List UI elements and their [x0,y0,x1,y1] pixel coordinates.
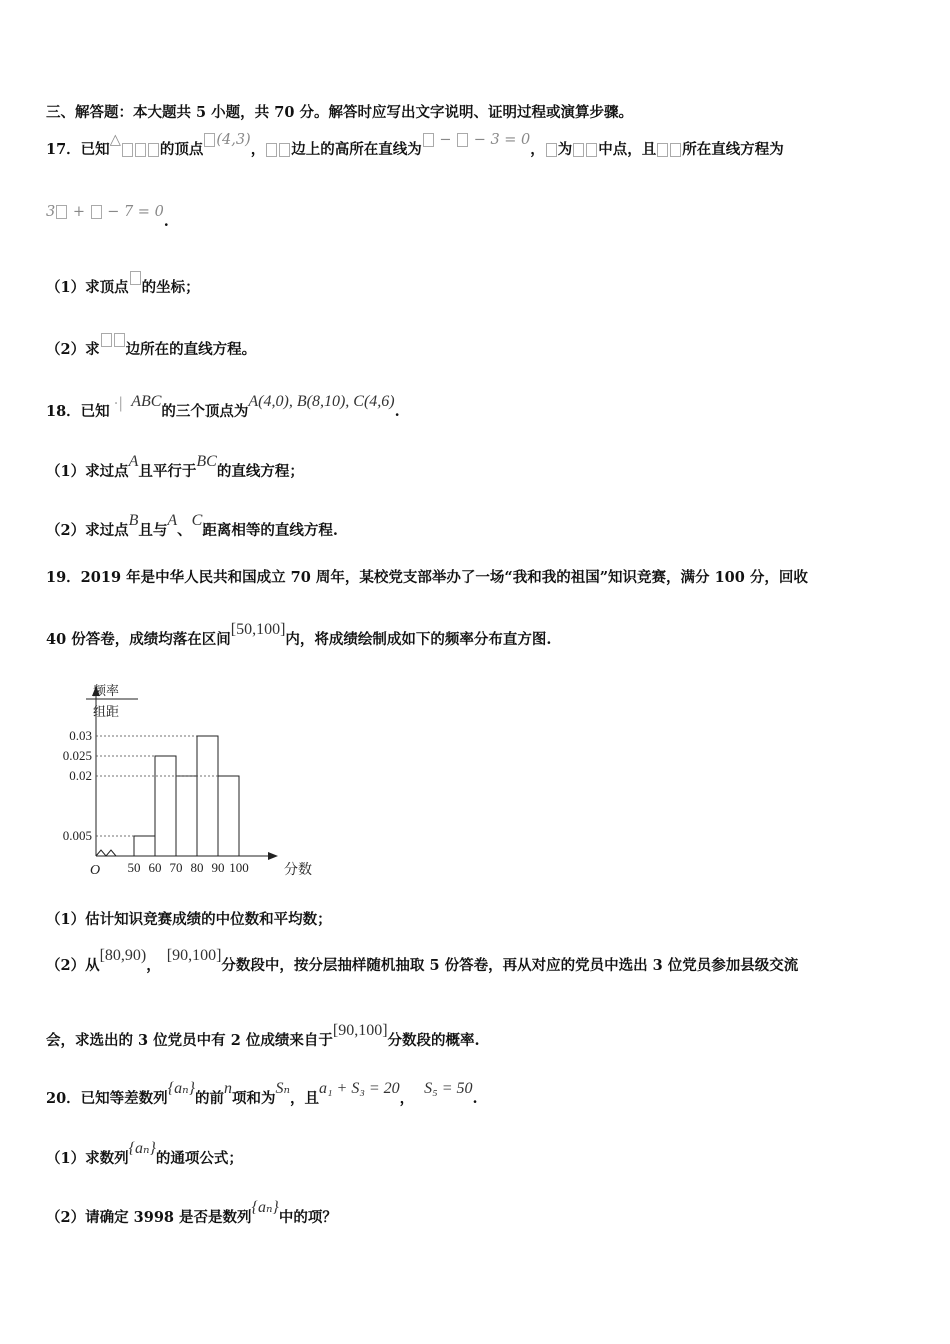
x-tick-label: 100 [229,860,249,875]
q17-text: 边上的高所在直线为 [291,141,422,158]
question-20-part-2 [46,1199,337,1228]
x-tick-label: 50 [127,860,141,875]
q19-interval-80-90: [80,90) [99,947,147,964]
q18-p2: B [128,512,139,529]
q20-p1: 的通项公式； [155,1150,243,1167]
q20-cond2: S₅ = 50 [424,1080,473,1097]
q17-number: 17．已知 [46,141,110,158]
q17-text: 中点，且 [598,141,657,158]
q18-p1: BC [196,453,217,470]
point-a-coords: (4,3) [216,132,251,148]
q20-p2: 中的项？ [278,1209,337,1226]
q18-p2: （2）求过点 [46,522,129,539]
x-tick-label: 90 [211,860,225,875]
q20-number: 20．已知等差数列 [46,1090,168,1107]
q18-p2: A [167,512,178,529]
q18-p1: 且平行于 [138,463,197,480]
q17-eq1: − [434,132,457,148]
q20-text: 项和为 [231,1090,276,1107]
question-19-part-2-cont [46,1022,480,1051]
x-tick-label: 80 [190,860,204,875]
q17-p2: 边所在的直线方程。 [125,341,257,358]
histogram-bars [134,736,239,856]
x-tick-label: 70 [169,860,183,875]
q20-seq: {aₙ} [167,1080,195,1097]
q20-sn: Sₙ [275,1080,290,1097]
q19-interval: [50,100] [230,621,286,638]
y-tick-label: 0.005 [62,828,92,843]
histogram-bar [134,836,155,856]
q20-seq: {aₙ} [251,1199,279,1216]
question-20-line-1 [46,1080,478,1109]
question-18-part-2 [46,512,338,541]
q18-period: . [394,403,400,420]
q20-p1: （1）求数列 [46,1150,129,1167]
y-tick-label: 0.03 [69,728,92,743]
q17-text: 为 [557,141,573,158]
q18-triangle: ABC [131,393,162,410]
q18-p1: A [128,453,139,470]
q19-p3: 会，求选出的 3 位党员中有 2 位成绩来自于 [46,1032,333,1049]
q19-line2: 40 份答卷，成绩均落在区间 [46,631,231,648]
question-17-line-2 [46,202,169,230]
q17-eq1: − 3 = 0 [469,132,531,148]
question-20-part-1 [46,1140,243,1169]
question-18-line-1: 18．已知 ·| ABC的三个顶点为A(4,0), B(8,10), C(4,6). [46,393,400,420]
y-tick-label: 0.025 [62,748,92,763]
q19-line2: 内，将成绩绘制成如下的频率分布直方图. [285,631,552,648]
x-axis-arrow [268,852,278,860]
q20-n: n [223,1080,232,1097]
q20-text: 的前 [194,1090,224,1107]
q19-p2: ， [146,957,161,974]
section-heading: 三、解答题：本大题共 5 小题，共 70 分。解答时应写出文字说明、证明过程或演算步骤。 [46,104,633,121]
q19-p3: 分数段的概率. [387,1032,480,1049]
q20-seq: {aₙ} [128,1140,156,1157]
q20-sep: ， [399,1090,415,1107]
q18-points: A(4,0), B(8,10), C(4,6) [248,393,395,410]
histogram-ticks [63,728,249,875]
q18-number: 18．已知 [46,403,110,420]
frequency-histogram [46,676,316,886]
q17-eq2: 3 [46,204,56,220]
q19-p2: 分数段中，按分层抽样随机抽取 5 份答卷，再从对应的党员中选出 3 位党员参加县级交流 [221,957,799,974]
q18-text: 的三个顶点为 [161,403,249,420]
q17-period: . [163,213,169,230]
question-19-line-2 [46,621,552,650]
q17-p2: （2）求 [46,341,100,358]
histogram-origin: O [90,863,101,878]
q17-text: 所在直线方程为 [682,141,784,158]
q19-p2: （2）从 [46,957,100,974]
q17-comma: ， [530,141,545,158]
q20-period: . [472,1090,478,1107]
question-19-part-1: （1）估计知识竞赛成绩的中位数和平均数； [46,911,332,928]
y-tick-label: 0.02 [69,768,92,783]
histogram-axes [92,686,278,860]
question-18-part-1 [46,453,304,482]
q20-cond1: a₁ + S₃ = 20 [318,1080,400,1097]
q17-eq2: − 7 = 0 [102,204,164,220]
question-17-line-1 [46,132,784,160]
x-tick-label: 60 [148,860,162,875]
q18-p2: 距离相等的直线方程. [202,522,338,539]
q17-p1: （1）求顶点 [46,279,129,296]
histogram-bar [176,776,197,856]
question-17-part-2 [46,340,256,360]
q20-p2: （2）请确定 3998 是否是数列 [46,1209,252,1226]
q17-text: 的顶点 [159,141,204,158]
question-19-line-1: 19．2019 年是中华人民共和国成立 70 周年，某校党支部举办了一场“我和我的祖国”知识竞赛，满分 100 分，回收 [46,569,808,586]
q18-p2: 、 [177,522,192,539]
q18-p1: 的直线方程； [216,463,304,480]
histogram-bar [155,756,176,856]
q17-eq2: + [68,204,90,220]
histogram-ylabel-top: 频率 [92,683,120,698]
histogram-xlabel: 分数 [284,863,312,878]
histogram-bar [218,776,239,856]
q18-p1: （1）求过点 [46,463,129,480]
q20-text: ，且 [289,1090,319,1107]
q19-interval-90-100: [90,100] [332,1022,388,1039]
q18-p2: 且与 [138,522,168,539]
question-17-part-1 [46,278,200,298]
q19-interval-90-100: [90,100] [166,947,222,964]
question-19-part-2 [46,947,799,976]
triangle-symbol: △ [109,132,121,148]
histogram-bar [197,736,218,856]
axis-break [96,850,116,856]
q18-p2: C [191,512,203,529]
histogram-ylabel-bottom: 组距 [92,704,120,719]
q17-comma: ， [250,141,266,158]
q17-p1: 的坐标； [141,279,200,296]
